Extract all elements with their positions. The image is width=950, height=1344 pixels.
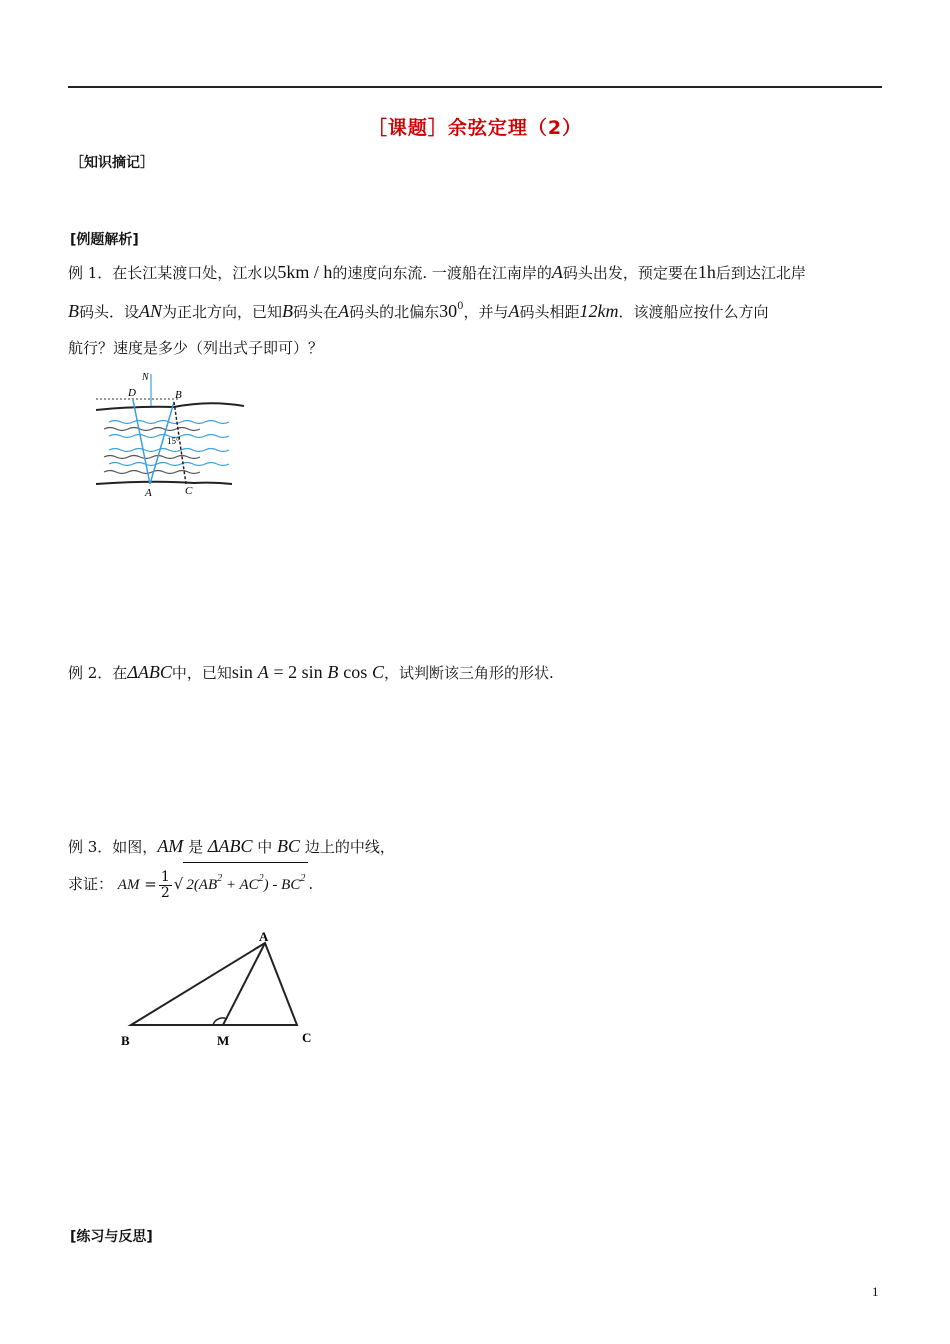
south-shore-line [96,482,232,484]
fraction-half: $\frac{1}{2}$ [160,868,170,901]
label-n: N [142,372,149,383]
label-d: D [128,387,136,399]
example1-line1: 例 1．在长江某渡口处，江水以5km / h的速度向东流. 一渡船在江南岸的A码头出发，预定要在1h后到达江北岸 [68,262,806,282]
page-number: 1 [872,1284,879,1299]
label-angle: 15° [167,436,180,446]
section-examples: [例题解析] [70,232,139,248]
river-crossing-figure [74,366,244,516]
example1-line3: 航行？速度是多少（列出式子即可）？ [68,339,324,357]
example3-line1: 例 3．如图，AM 是 ΔABC 中 BC 边上的中线， [68,836,395,856]
label-c: C [185,485,193,497]
example1-line2: B码头．设AN为正北方向，已知B码头在A码头的北偏东$30^0$，并与A码头相距12km．该渡船应按什么方向 [68,301,769,321]
label-c: C [302,1030,312,1045]
page-title: ［课题］余弦定理（2） [367,117,583,139]
label-b: B [121,1033,130,1048]
triangle-abc [131,943,297,1025]
example2-line: 例 2．在ΔABC中，已知sin A = 2 sin B cos C，试判断该三角形的形状. [68,662,554,682]
label-m: M [217,1033,230,1048]
label-a: A [145,487,152,499]
north-shore-line [96,403,244,410]
header-rule [68,86,882,88]
label-a: A [259,929,269,944]
label-b: B [175,389,182,401]
triangle-median-figure [115,925,335,1055]
segment-ad [133,400,150,484]
radical-expression: $2(AB^2 + AC^2) - BC^2$ [183,862,308,901]
speed-value: 5km / h [277,262,333,282]
example3-formula: 求证： AM = $\frac{1}{2}$ √ $2(AB^2 + AC^2) - BC^2$ . [68,862,313,901]
section-knowledge: ［知识摘记］ [70,155,154,171]
section-practice: [练习与反思] [70,1229,153,1245]
time-value: 1h [697,262,716,282]
